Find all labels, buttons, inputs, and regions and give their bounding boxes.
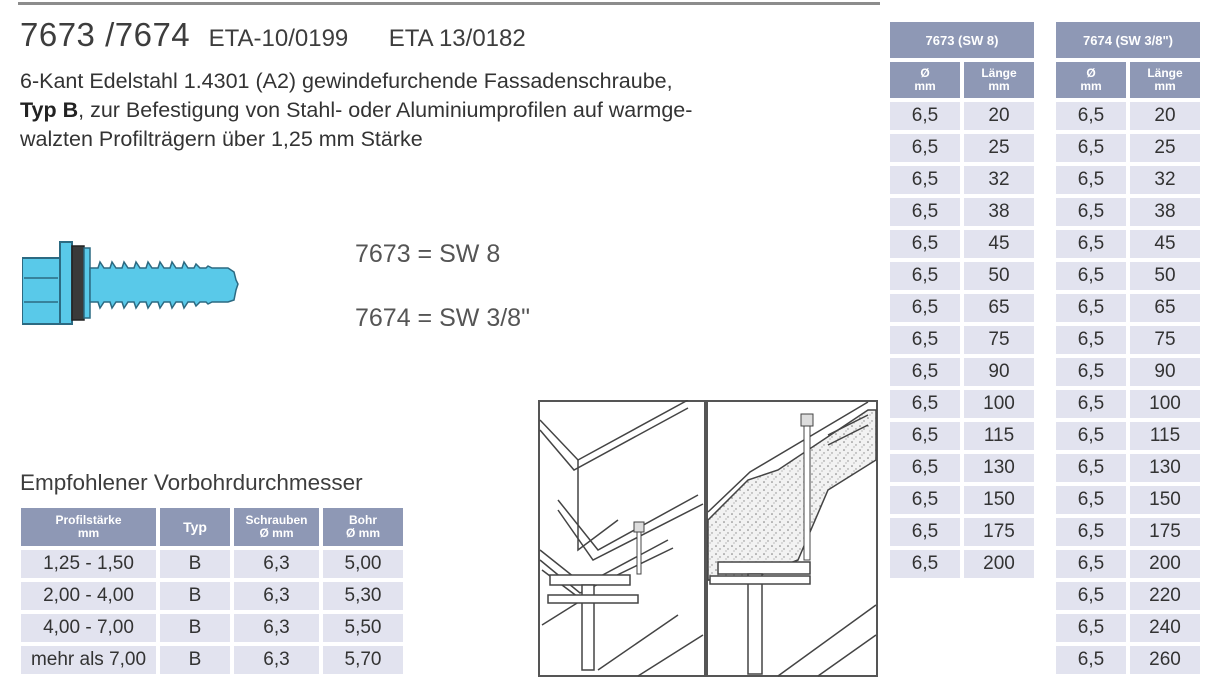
- diameter-cell: 6,5: [1056, 230, 1126, 258]
- drill-cell: 5,70: [323, 646, 403, 674]
- diameter-cell: 6,5: [890, 166, 960, 194]
- length-cell: 75: [964, 326, 1034, 354]
- diameter-cell: 6,5: [1056, 614, 1126, 642]
- screw-icon: [22, 238, 244, 328]
- drill-table-title: Empfohlener Vorbohrdurchmesser: [20, 470, 363, 495]
- drill-cell: 2,00 - 4,00: [21, 582, 156, 610]
- length-cell: 20: [964, 102, 1034, 130]
- variant-sw38: 7674 = SW 3/8": [355, 304, 530, 332]
- table-row: [1056, 230, 1200, 258]
- length-cell: 175: [1130, 518, 1200, 546]
- length-cell: 115: [964, 422, 1034, 450]
- table-row: [890, 262, 1034, 290]
- table-row: [1056, 454, 1200, 482]
- desc-line-3: walzten Profilträgern über 1,25 mm Stärke: [20, 127, 423, 151]
- length-cell: 220: [1130, 582, 1200, 610]
- table-row: [21, 550, 403, 578]
- table-row: [890, 102, 1034, 130]
- diameter-cell: 6,5: [1056, 358, 1126, 386]
- col-header-diameter: Ø mm: [1056, 62, 1126, 98]
- table-row: [1056, 486, 1200, 514]
- table-row: [1056, 358, 1200, 386]
- product-description: [20, 67, 880, 154]
- table-row: [890, 326, 1034, 354]
- drill-cell: 6,3: [234, 582, 319, 610]
- drill-table: [17, 504, 407, 678]
- col-header-length: Länge mm: [964, 62, 1034, 98]
- size-table-7674-title: 7674 (SW 3/8"): [1056, 22, 1200, 58]
- length-cell: 175: [964, 518, 1034, 546]
- diameter-cell: 6,5: [1056, 486, 1126, 514]
- table-row: [890, 422, 1034, 450]
- diameter-cell: 6,5: [890, 486, 960, 514]
- table-row: [890, 134, 1034, 162]
- diameter-cell: 6,5: [890, 390, 960, 418]
- length-cell: 90: [964, 358, 1034, 386]
- diameter-cell: 6,5: [1056, 198, 1126, 226]
- installation-drawing: [538, 400, 878, 677]
- diameter-cell: 6,5: [890, 550, 960, 578]
- table-row: [890, 486, 1034, 514]
- diameter-cell: 6,5: [1056, 166, 1126, 194]
- length-cell: 45: [964, 230, 1034, 258]
- drill-cell: 5,30: [323, 582, 403, 610]
- length-cell: 200: [1130, 550, 1200, 578]
- length-cell: 32: [964, 166, 1034, 194]
- table-row: [1056, 198, 1200, 226]
- drill-cell: B: [160, 582, 230, 610]
- table-row: [890, 518, 1034, 546]
- diameter-cell: 6,5: [1056, 102, 1126, 130]
- length-cell: 150: [964, 486, 1034, 514]
- drill-cell: 6,3: [234, 550, 319, 578]
- drill-header-drill: Bohr Ø mm: [323, 508, 403, 546]
- length-cell: 130: [964, 454, 1034, 482]
- drill-cell: 5,00: [323, 550, 403, 578]
- length-cell: 150: [1130, 486, 1200, 514]
- table-row: [21, 646, 403, 674]
- drill-cell: B: [160, 614, 230, 642]
- table-row: [1056, 326, 1200, 354]
- table-row: [1056, 294, 1200, 322]
- size-table-7673-title: 7673 (SW 8): [890, 22, 1034, 58]
- size-table-7673: [886, 18, 1038, 582]
- table-row: [1056, 582, 1200, 610]
- length-cell: 260: [1130, 646, 1200, 674]
- length-cell: 200: [964, 550, 1034, 578]
- length-cell: 38: [1130, 198, 1200, 226]
- drill-header-screw: Schrauben Ø mm: [234, 508, 319, 546]
- table-row: [21, 582, 403, 610]
- length-cell: 32: [1130, 166, 1200, 194]
- table-row: [21, 614, 403, 642]
- diameter-cell: 6,5: [1056, 262, 1126, 290]
- diameter-cell: 6,5: [1056, 422, 1126, 450]
- drill-header-type: Typ: [160, 508, 230, 546]
- table-row: [1056, 166, 1200, 194]
- table-row: [890, 166, 1034, 194]
- table-row: [890, 454, 1034, 482]
- diameter-cell: 6,5: [1056, 582, 1126, 610]
- table-row: [890, 198, 1034, 226]
- drill-cell: B: [160, 550, 230, 578]
- drill-cell: mehr als 7,00: [21, 646, 156, 674]
- table-row: [1056, 614, 1200, 642]
- length-cell: 130: [1130, 454, 1200, 482]
- diameter-cell: 6,5: [890, 518, 960, 546]
- col-header-length: Länge mm: [1130, 62, 1200, 98]
- page-title: [20, 16, 526, 54]
- length-cell: 100: [1130, 390, 1200, 418]
- diameter-cell: 6,5: [890, 422, 960, 450]
- table-row: [890, 390, 1034, 418]
- table-row: [890, 550, 1034, 578]
- table-row: [890, 230, 1034, 258]
- length-cell: 38: [964, 198, 1034, 226]
- diameter-cell: 6,5: [890, 454, 960, 482]
- drill-cell: 4,00 - 7,00: [21, 614, 156, 642]
- length-cell: 25: [964, 134, 1034, 162]
- diameter-cell: 6,5: [890, 198, 960, 226]
- diameter-cell: 6,5: [890, 262, 960, 290]
- length-cell: 115: [1130, 422, 1200, 450]
- length-cell: 25: [1130, 134, 1200, 162]
- diameter-cell: 6,5: [1056, 646, 1126, 674]
- length-cell: 20: [1130, 102, 1200, 130]
- variant-sw8: 7673 = SW 8: [355, 240, 501, 268]
- length-cell: 240: [1130, 614, 1200, 642]
- table-row: [1056, 422, 1200, 450]
- length-cell: 65: [1130, 294, 1200, 322]
- table-row: [890, 294, 1034, 322]
- length-cell: 75: [1130, 326, 1200, 354]
- drill-cell: 6,3: [234, 614, 319, 642]
- diameter-cell: 6,5: [890, 326, 960, 354]
- diameter-cell: 6,5: [890, 358, 960, 386]
- length-cell: 50: [964, 262, 1034, 290]
- table-row: [1056, 134, 1200, 162]
- drill-header-profile: Profilstärke mm: [21, 508, 156, 546]
- table-row: [1056, 390, 1200, 418]
- diameter-cell: 6,5: [1056, 518, 1126, 546]
- diameter-cell: 6,5: [1056, 550, 1126, 578]
- diameter-cell: 6,5: [890, 294, 960, 322]
- table-row: [1056, 646, 1200, 674]
- table-row: [890, 358, 1034, 386]
- desc-line-1: 6-Kant Edelstahl 1.4301 (A2) gewindefurchende Fassadenschraube,: [20, 69, 673, 93]
- diameter-cell: 6,5: [1056, 326, 1126, 354]
- col-header-diameter: Ø mm: [890, 62, 960, 98]
- table-row: [1056, 518, 1200, 546]
- drill-cell: 1,25 - 1,50: [21, 550, 156, 578]
- drill-cell: B: [160, 646, 230, 674]
- table-row: [1056, 262, 1200, 290]
- eta-number-1: ETA-10/0199: [208, 25, 349, 52]
- diameter-cell: 6,5: [1056, 390, 1126, 418]
- diameter-cell: 6,5: [890, 230, 960, 258]
- eta-number-2: ETA 13/0182: [388, 25, 526, 52]
- drill-cell: 5,50: [323, 614, 403, 642]
- drill-cell: 6,3: [234, 646, 319, 674]
- diameter-cell: 6,5: [1056, 294, 1126, 322]
- table-row: [1056, 550, 1200, 578]
- length-cell: 50: [1130, 262, 1200, 290]
- length-cell: 45: [1130, 230, 1200, 258]
- diameter-cell: 6,5: [890, 102, 960, 130]
- diameter-cell: 6,5: [1056, 134, 1126, 162]
- diameter-cell: 6,5: [1056, 454, 1126, 482]
- article-numbers: 7673 /7674: [20, 16, 191, 53]
- size-table-7674: [1052, 18, 1204, 678]
- diameter-cell: 6,5: [890, 134, 960, 162]
- length-cell: 100: [964, 390, 1034, 418]
- desc-line-2: , zur Befestigung von Stahl- oder Aluminiumprofilen auf warmge-: [78, 98, 693, 122]
- top-rule: [18, 2, 880, 5]
- desc-type: Typ B: [20, 98, 79, 122]
- length-cell: 65: [964, 294, 1034, 322]
- length-cell: 90: [1130, 358, 1200, 386]
- table-row: [1056, 102, 1200, 130]
